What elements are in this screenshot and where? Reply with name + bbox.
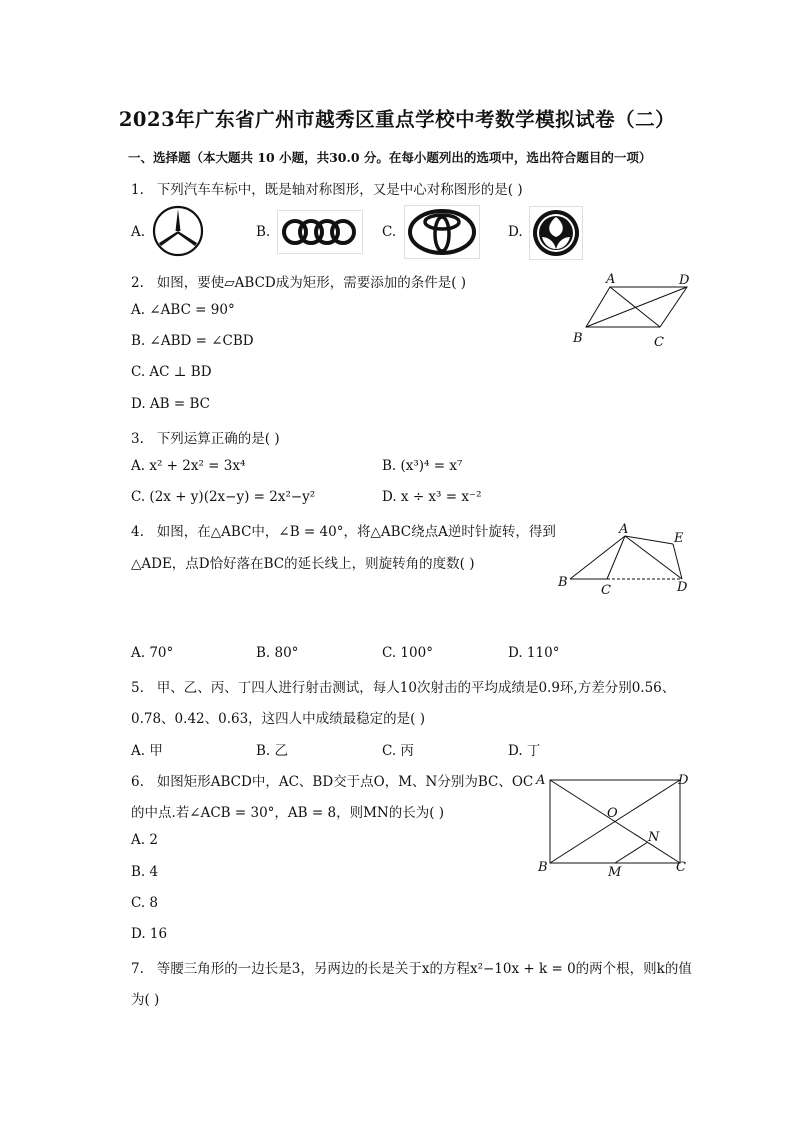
option-d: D. AB = BC [131,396,210,412]
question-text-line2: 为( ) [131,992,160,1008]
label-o: O [607,806,618,821]
question-number: 3. [131,431,144,447]
option-a: A. 甲 [131,743,163,759]
question-text-line2: 0.78、0.42、0.63，这四人中成绩最稳定的是( ) [131,711,426,727]
question-1 [131,178,523,198]
question-number: 6. [131,774,144,790]
question-text: 如图矩形ABCD中，AC、BD交于点O，M、N分别为BC、OC [156,774,534,790]
label-a: A [606,272,616,287]
label-c: C [676,860,686,875]
label-n: N [648,830,660,845]
question-text-line2: △ADE，点D恰好落在BC的延长线上，则旋转角的度数( ) [131,556,475,572]
label-d: D [677,580,688,595]
question-number: 7. [131,961,144,977]
label-b: B [558,575,568,590]
section-heading: 一、选择题（本大题共 10 小题，共30.0 分。在每小题列出的选项中，选出符合题目的一项） [128,150,652,165]
option-d: D. [508,224,523,240]
question-text: 如图，要使▱ABCD成为矩形，需要添加的条件是( ) [156,275,467,291]
option-c: C. 100° [382,645,433,661]
rotation-figure [555,518,695,598]
audi-icon [277,210,363,254]
label-d: D [679,273,690,288]
option-c: C. 丙 [382,743,414,759]
question-number: 1. [131,182,144,198]
option-d: D. 16 [131,926,168,942]
dongfeng-icon [529,206,583,260]
label-b: B [573,331,583,346]
option-c: C. 8 [131,895,159,911]
option-c: C. (2x + y)(2x−y) = 2x²−y² [131,489,316,505]
question-text-line2: 的中点.若∠ACB = 30°，AB = 8，则MN的长为( ) [131,805,445,821]
option-a: A. ∠ABC = 90° [131,302,235,318]
mercedes-icon [152,205,204,257]
label-b: B [538,860,548,875]
question-text: 下列汽车车标中，既是轴对称图形，又是中心对称图形的是( ) [156,182,523,198]
question-3 [131,427,280,447]
question-number: 2. [131,275,144,291]
option-b: B. ∠ABD = ∠CBD [131,333,254,349]
question-text: 如图，在△ABC中，∠B = 40°，将△ABC绕点A逆时针旋转，得到 [156,524,556,540]
label-d: D [678,773,689,788]
question-number: 5. [131,680,144,696]
question-4 [131,520,556,540]
toyota-icon [404,205,480,259]
label-a: A [536,773,546,788]
option-a: A. x² + 2x² = 3x⁴ [131,458,246,474]
question-5 [131,676,675,696]
question-text: 等腰三角形的一边长是3，另两边的长是关于x的方程x²−10x + k = 0的两个根，则k的值 [156,961,692,977]
label-e: E [674,531,684,546]
question-2 [131,271,466,291]
option-d: D. x ÷ x³ = x⁻² [382,489,482,505]
question-7 [131,957,692,977]
option-d: D. 丁 [508,743,541,759]
option-c: C. [382,224,397,240]
option-a: A. [131,224,146,240]
option-b: B. [256,224,271,240]
question-text: 下列运算正确的是( ) [156,431,280,447]
option-b: B. 乙 [256,743,289,759]
option-c: C. AC ⊥ BD [131,364,212,380]
question-text: 甲、乙、丙、丁四人进行射击测试，每人10次射击的平均成绩是0.9环,方差分别0.56、 [156,680,676,696]
label-m: M [608,865,622,880]
option-b: B. 4 [131,864,159,880]
label-a: A [619,522,629,537]
option-a: A. 70° [131,645,174,661]
page-title: 2023年广东省广州市越秀区重点学校中考数学模拟试卷（二） [118,108,676,131]
label-c: C [601,583,611,598]
label-c: C [654,335,664,350]
question-6 [131,770,533,790]
option-a: A. 2 [131,832,158,848]
question-number: 4. [131,524,144,540]
parallelogram-figure [570,270,700,350]
option-b: B. 80° [256,645,299,661]
rectangle-figure [530,768,700,883]
option-d: D. 110° [508,645,560,661]
option-b: B. (x³)⁴ = x⁷ [382,458,463,474]
